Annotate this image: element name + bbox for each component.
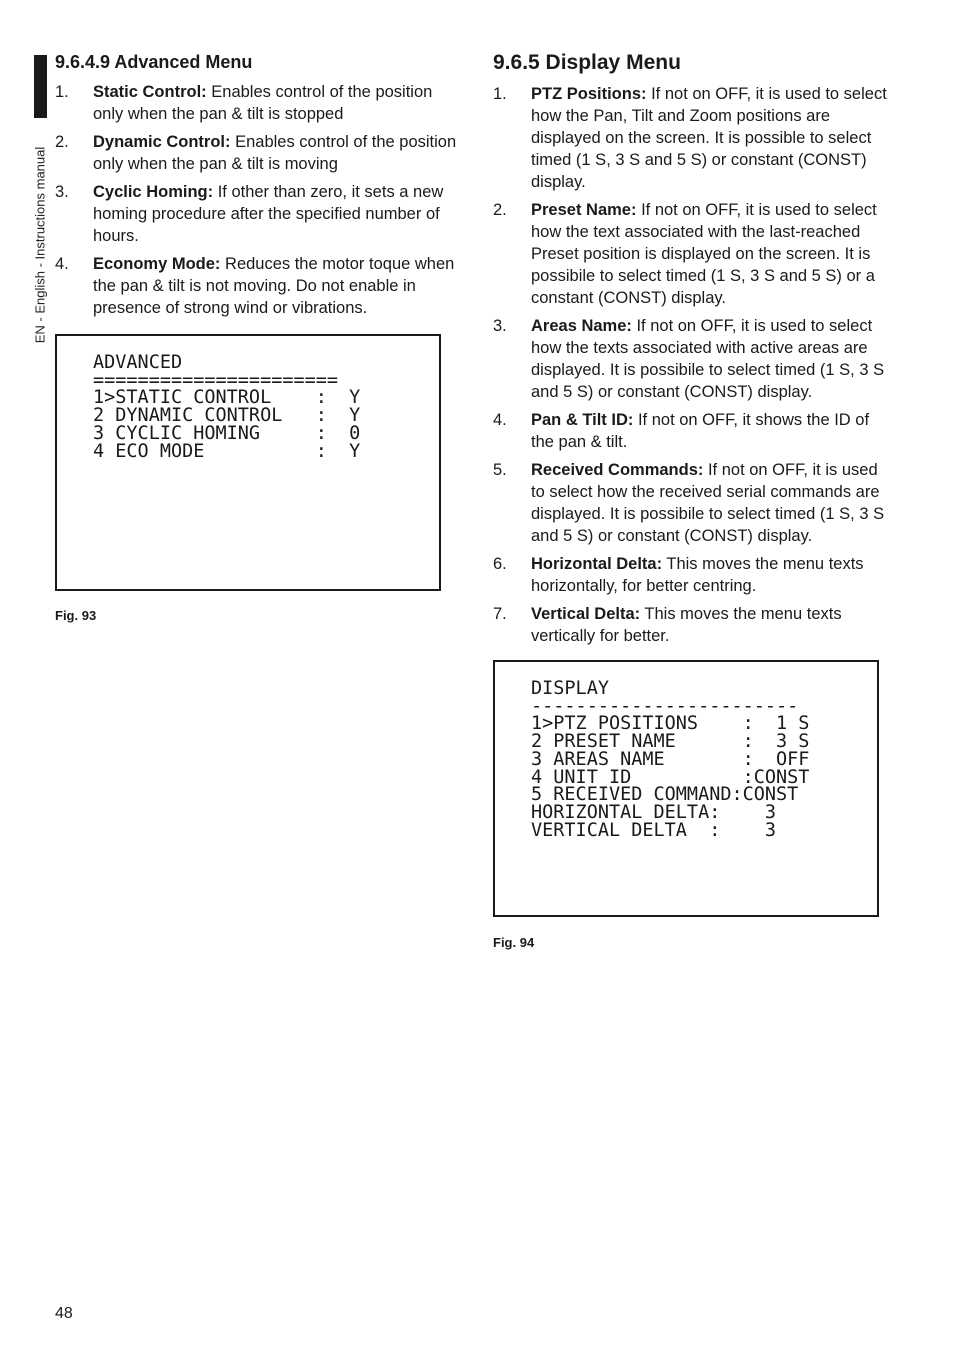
display-menu-heading: 9.6.5 Display Menu bbox=[493, 51, 681, 74]
advanced-menu-list bbox=[55, 81, 465, 325]
section-marker-bar bbox=[34, 55, 47, 118]
item-term: Economy Mode: bbox=[93, 255, 221, 273]
list-item bbox=[55, 81, 465, 125]
item-number: 3. bbox=[55, 183, 69, 201]
figure-caption: Fig. 93 bbox=[55, 608, 97, 623]
list-item bbox=[493, 553, 893, 597]
screen-line: 3 CYCLIC HOMING : 0 bbox=[93, 422, 361, 444]
item-number: 2. bbox=[55, 133, 69, 151]
item-number: 4. bbox=[55, 255, 69, 273]
item-number: 2. bbox=[493, 201, 507, 219]
page-number: 48 bbox=[55, 1305, 73, 1322]
item-number: 1. bbox=[493, 85, 507, 103]
item-text: Enables control of the position only when the pan & tilt is stopped bbox=[93, 83, 433, 123]
item-number: 5. bbox=[493, 461, 507, 479]
screen-line: 2 DYNAMIC CONTROL : Y bbox=[93, 405, 361, 427]
item-text: If not on OFF, it is used to select how the received serial commands are displayed. It is possibile to select timed (1 S, 3 S and 5 S) or constant (CONST) display. bbox=[531, 461, 885, 545]
item-term: PTZ Positions: bbox=[531, 85, 647, 103]
list-item bbox=[493, 315, 893, 403]
list-item bbox=[493, 459, 893, 547]
screen-text bbox=[93, 354, 360, 460]
screen-line: 4 ECO MODE : Y bbox=[93, 440, 361, 462]
list-item bbox=[493, 603, 893, 647]
item-term: Static Control: bbox=[93, 83, 207, 101]
screen-line: 2 PRESET NAME : 3 S bbox=[531, 731, 810, 753]
item-term: Horizontal Delta: bbox=[531, 555, 663, 573]
advanced-menu-heading: 9.6.4.9 Advanced Menu bbox=[55, 52, 253, 72]
screen-line: 5 RECEIVED COMMAND:CONST bbox=[531, 784, 799, 806]
item-text: If not on OFF, it shows the ID of the pan & tilt. bbox=[531, 411, 870, 451]
screen-line: HORIZONTAL DELTA: 3 bbox=[531, 801, 777, 823]
item-term: Pan & Tilt ID: bbox=[531, 411, 634, 429]
item-number: 6. bbox=[493, 555, 507, 573]
item-text: This moves the menu texts vertically for better. bbox=[531, 605, 842, 645]
list-item bbox=[493, 83, 893, 193]
display-menu-list bbox=[493, 83, 893, 653]
screen-line: VERTICAL DELTA : 3 bbox=[531, 819, 777, 841]
list-item bbox=[55, 253, 465, 319]
screen-title: ADVANCED bbox=[93, 352, 183, 373]
screen-title: DISPLAY bbox=[531, 678, 609, 699]
item-text: If not on OFF, it is used to select how the texts associated with active areas are displayed. It is possibile to select timed (1 S, 3 S and 5 S) or constant (CONST) display. bbox=[531, 317, 885, 401]
screen-line: 1>STATIC CONTROL : Y bbox=[93, 387, 361, 409]
item-number: 1. bbox=[55, 83, 69, 101]
item-term: Vertical Delta: bbox=[531, 605, 641, 623]
item-term: Areas Name: bbox=[531, 317, 632, 335]
item-text: Reduces the motor toque when the pan & tilt is not moving. Do not enable in presence of strong wind or vibrations. bbox=[93, 255, 455, 317]
figure-caption: Fig. 94 bbox=[493, 935, 535, 950]
item-text: If not on OFF, it is used to select how the text associated with the last-reached Preset position is displayed on the screen. It is possibile to select timed (1 S, 3 S and 5 S) or a constant (CONST) display. bbox=[531, 201, 877, 307]
item-term: Preset Name: bbox=[531, 201, 637, 219]
side-label: EN - English - Instructions manual bbox=[32, 146, 48, 344]
advanced-menu-screen bbox=[55, 334, 441, 591]
list-item bbox=[493, 199, 893, 309]
item-term: Cyclic Homing: bbox=[93, 183, 214, 201]
item-text: This moves the menu texts horizontally, for better centring. bbox=[531, 555, 864, 595]
screen-rule: ------------------------ bbox=[531, 695, 799, 717]
item-term: Received Commands: bbox=[531, 461, 704, 479]
list-item bbox=[55, 181, 465, 247]
screen-text bbox=[531, 680, 809, 839]
screen-rule: ====================== bbox=[93, 369, 339, 391]
item-text: If not on OFF, it is used to select how the Pan, Tilt and Zoom positions are displayed on the screen. It is possible to select timed (1 S, 3 S and 5 S) or constant (CONST) display. bbox=[531, 85, 887, 191]
item-text: Enables control of the position only when the pan & tilt is moving bbox=[93, 133, 457, 173]
screen-line: 3 AREAS NAME : OFF bbox=[531, 748, 810, 770]
item-term: Dynamic Control: bbox=[93, 133, 231, 151]
list-item bbox=[493, 409, 893, 453]
item-number: 4. bbox=[493, 411, 507, 429]
list-item bbox=[55, 131, 465, 175]
screen-line: 1>PTZ POSITIONS : 1 S bbox=[531, 713, 810, 735]
item-number: 7. bbox=[493, 605, 507, 623]
item-number: 3. bbox=[493, 317, 507, 335]
display-menu-screen bbox=[493, 660, 879, 917]
screen-line: 4 UNIT ID :CONST bbox=[531, 766, 810, 788]
item-text: If other than zero, it sets a new homing procedure after the specified number of hours. bbox=[93, 183, 444, 245]
